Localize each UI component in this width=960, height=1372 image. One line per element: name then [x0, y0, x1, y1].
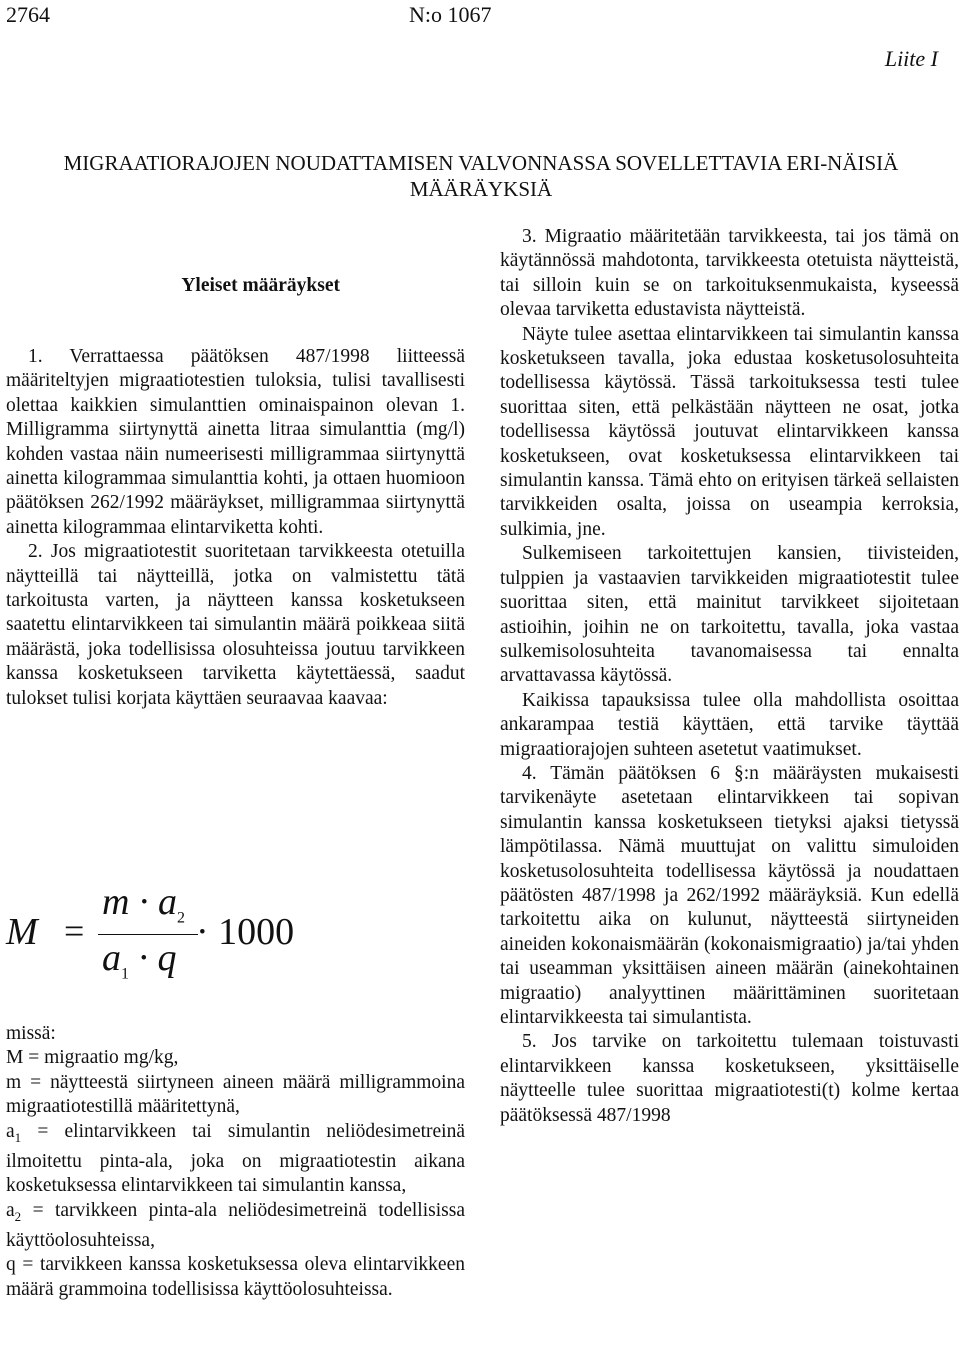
left-column [6, 345, 465, 711]
formula-lhs: M [6, 911, 38, 953]
right-column [500, 225, 959, 1128]
formula-multiplier: · 1000 [196, 911, 295, 953]
paragraph-1: 1. Verrattaessa päätöksen 487/1998 liitteessä määriteltyjen migraatiotestien tuloksia, tulisi tavallisesti olettaa kaikkien simulanttien ominaispainon olevan 1. Milligramma siirtynyttä ainetta litraa simulanttia (mg/l) kohden vastaa näin numeerisesti milligrammaa siirtynyttä ainetta kilogrammaa simulanttia kohti, ja ottaen huomioon päätöksen 262/1992 määräykset, milligrammaa siirtynyttä ainetta kilogrammaa elintarviketta kohti. [6, 346, 465, 538]
migration-formula [6, 880, 465, 990]
definition-m: m = näytteestä siirtyneen aineen määrä milligrammoina migraatiotestillä määritettynä, [6, 1071, 465, 1118]
formula-numerator: $m \cdot a_2$ [102, 881, 185, 927]
paragraph-4: 4. Tämän päätöksen 6 §:n määräysten mukaisesti tarvikenäyte asetetaan elintarvikkeen tai sopivan simulantin kanssa kosketukseen tietyksi ajaksi tietyssä lämpötilassa. Nämä muuttujat on valittu simuloiden kosketusolosuhteita todellisessa käytössä ja noudattaen päätösten 487/1998 ja 262/1992 määräyksiä. Kun edellä tarkoitettu aika on kulunut, näytteestä siirtyneiden aineiden kokonaismäärän (kokonaismigraatio) ja/tai yhden tai useamman yksittäisen aineen määrän (ainekohtainen migraatio) analyyttinen määrittäminen suoritetaan elintarvikkeesta tai simulantista. [500, 762, 959, 1028]
appendix-label: Liite I [884, 46, 938, 71]
paragraph-3c: Sulkemiseen tarkoitettujen kansien, tiivisteiden, tulppien ja vastaavien tarvikkeiden migraatiotestit tulee suorittaa siten, että mainitut tarvikkeet sijoitetaan astioihin, joihin ne on tarkoitettu, tavalla, joka vastaa sulkemisolosuhteita tavanomaisessa tai ennalta arvattavassa käytössä. [500, 543, 959, 687]
page-number: 2764 [6, 2, 50, 27]
definitions-intro: missä: [6, 1023, 56, 1044]
definition-a1: $a_1$ = elintarvikkeen tai simulantin neliödesimetreinä ilmoitettu pinta-ala, joka on migraatiotestin aikana kosketuksessa elintarvikkeen tai simulantin kanssa, [6, 1120, 465, 1197]
paragraph-5: 5. Jos tarvike on tarkoitettu tulemaan toistuvasti elintarvikkeen kanssa kosketukseen, yksittäiselle näytteelle tulee suorittaa migraatiotesti(t) kolme kertaa päätöksessä 487/1998 [500, 1031, 959, 1126]
formula-equals: = [64, 911, 85, 951]
fraction-bar [98, 934, 198, 935]
issue-number: N:o 1067 [409, 2, 492, 27]
definition-M: M = migraatio mg/kg, [6, 1047, 179, 1069]
paragraph-3: 3. Migraatio määritetään tarvikkeesta, tai jos tämä on käytännössä mahdotonta, tarvikkeesta otetuista näytteistä, tai silloin kuin se on tarkoituksenmukaista, kyseessä olevaa tarviketta edustavista näytteistä. [500, 226, 959, 321]
paragraph-2: 2. Jos migraatiotestit suoritetaan tarvikkeesta otetuilla näytteillä tai näytteillä, jotka on valmistettu tätä tarkoitusta varten, ja näytteen kanssa kosketukseen saatettu elintarvikkeen tai simulantin määrä poikkeaa siitä määrästä, joka todellisissa olosuhteissa joutuu tarvikkeen kanssa kosketukseen tarviketta käytettäessä, saadut tulokset tulisi korjata käyttäen seuraavaa kaavaa: [6, 541, 465, 709]
section-heading: Yleiset määräykset [181, 275, 340, 296]
definition-q: q = tarvikkeen kanssa kosketuksessa oleva elintarvikkeen määrä grammoina todellisissa käyttöolosuhteissa. [6, 1254, 465, 1300]
formula-denominator: $a_1 \cdot q$ [102, 937, 177, 983]
document-title: MIGRAATIORAJOJEN NOUDATTAMISEN VALVONNASSA SOVELLETTAVIA ERI-NÄISIÄ MÄÄRÄYKSIÄ [63, 151, 899, 201]
formula-definitions [6, 1022, 465, 1302]
paragraph-3b: Näyte tulee asettaa elintarvikkeen tai simulantin kanssa kosketukseen tavalla, joka edustaa kosketusolosuhteita todellisessa käytössä. Tässä tarkoituksessa testi tulee suorittaa siten, että pelkästään näytteen ne osat, jotka todellisessa käytössä joutuvat elintarvikkeen kanssa kosketukseen, ovat kosketuksessa elintarvikkeen tai simulantin kanssa. Tämä ehto on erityisen tärkeä sellaisten tarvikkeiden osalta, joissa on useampia kerroksia, sulkimia, jne. [500, 323, 959, 540]
paragraph-3d: Kaikissa tapauksissa tulee olla mahdollista osoittaa ankarampaa testiä käyttäen, että tarvike täyttää migraatiorajojen suhteen asetetut vaatimukset. [500, 689, 959, 760]
definition-a2: $a_2$ = tarvikkeen pinta-ala neliödesimetreinä todellisissa käyttöolosuhteissa, [6, 1199, 465, 1252]
